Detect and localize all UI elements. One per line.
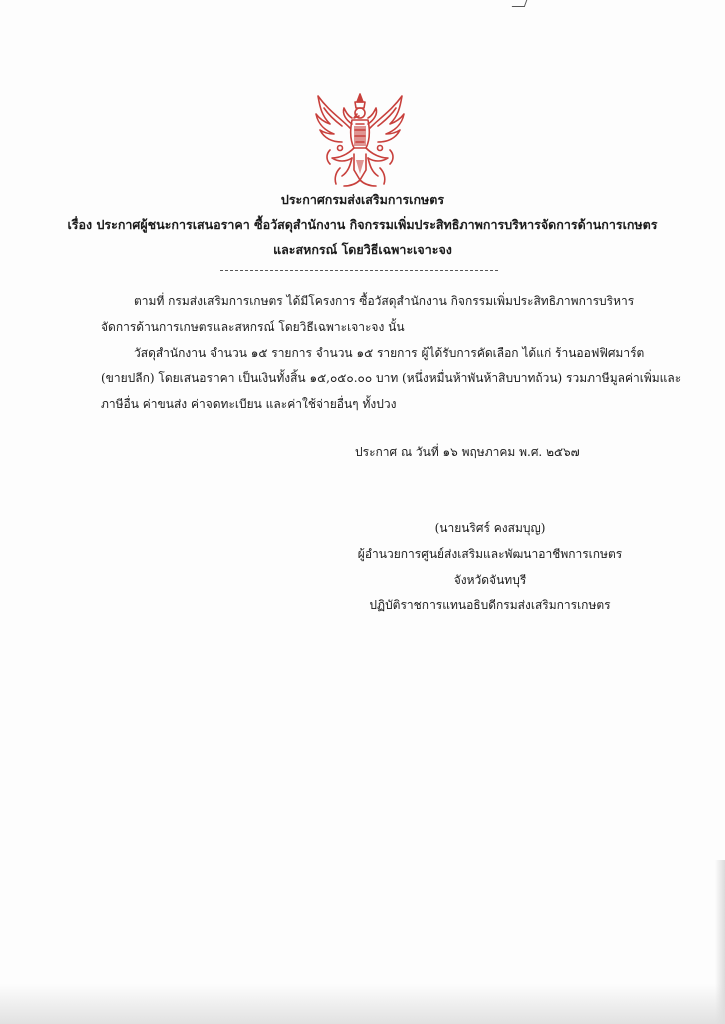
scan-shadow-bottom <box>0 984 725 1024</box>
announcement-date: ประกาศ ณ วันที่ ๑๖ พฤษภาคม พ.ศ. ๒๕๖๗ <box>355 445 580 459</box>
subject-line-1: เรื่อง ประกาศผู้ชนะการเสนอราคา ซื้อวัสดุสำนักงาน กิจกรรมเพิ่มประสิทธิภาพการบริหารจัดการด้านการเกษตร <box>67 217 658 232</box>
signatory-province: จังหวัดจันทบุรี <box>453 573 527 587</box>
signatory-position: ผู้อำนวยการศูนย์ส่งเสริมและพัฒนาอาชีพการเกษตร <box>357 547 623 561</box>
signatory-acting-for: ปฏิบัติราชการแทนอธิบดีกรมส่งเสริมการเกษตร <box>369 598 611 612</box>
scan-corner-mark <box>512 0 528 7</box>
paragraph-1-line-1: ตามที่ กรมส่งเสริมการเกษตร ได้มีโครงการ ซื้อวัสดุสำนักงาน กิจกรรมเพิ่มประสิทธิภาพการบริหาร <box>134 294 635 308</box>
announcement-title: ประกาศกรมส่งเสริมการเกษตร <box>280 192 445 207</box>
paragraph-2-line-2: (ขายปลีก) โดยเสนอราคา เป็นเงินทั้งสิ้น ๑๕,๐๕๐.๐๐ บาท (หนึ่งหมื่นห้าพันห้าสิบบาทถ้วน) รวมภาษีมูลค่าเพิ่มและ <box>101 371 682 385</box>
paragraph-2-line-1: วัสดุสำนักงาน จำนวน ๑๕ รายการ จำนวน ๑๕ รายการ ผู้ได้รับการคัดเลือก ได้แก่ ร้านออฟฟิศมาร์ต <box>134 346 645 360</box>
paragraph-1-line-2: จัดการด้านการเกษตรและสหกรณ์ โดยวิธีเฉพาะเจาะจง นั้น <box>101 320 405 334</box>
signatory-name: (นายนริศร์ คงสมบุญ) <box>434 521 546 535</box>
paragraph-2-line-3: ภาษีอื่น ค่าขนส่ง ค่าจดทะเบียน และค่าใช้จ่ายอื่นๆ ทั้งปวง <box>101 397 397 411</box>
dashed-separator <box>220 270 498 271</box>
subject-line-2: และสหกรณ์ โดยวิธีเฉพาะเจาะจง <box>273 242 452 257</box>
garuda-emblem-icon <box>310 88 410 192</box>
